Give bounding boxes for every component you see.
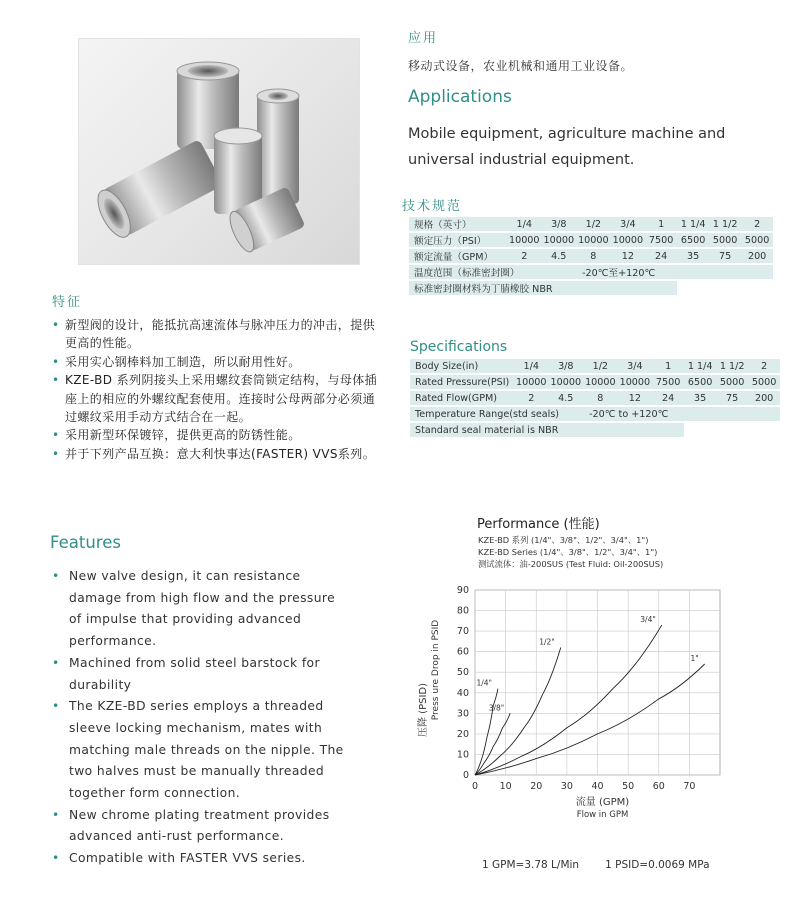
spec-zh-temp-row	[409, 265, 773, 279]
x-axis-label-en: Flow in GPM	[576, 810, 629, 820]
feature-en-item	[52, 848, 352, 870]
bullet-icon: •	[52, 655, 60, 670]
feature-en-item-text: New chrome plating treatment provides advanced anti-rust performance.	[69, 807, 330, 844]
performance-line2: KZE-BD Series (1/4"、3/8"、1/2"、3/4"、1")	[478, 547, 658, 557]
spec-en-cell: 1	[652, 359, 684, 373]
spec-en-cell: 3/4	[618, 359, 653, 373]
spec-zh-cell: 7500	[645, 233, 677, 247]
feature-en-item-text: The KZE-BD series employs a threaded sleeve locking mechanism, mates with matching male threads on the nipple. The two halves must be manually threaded together form connection.	[69, 699, 344, 801]
feature-en-item-text: New valve design, it can resistance damage from high flow and the pressure of impulse that providing advanced performance.	[69, 569, 336, 649]
spec-zh-cell: 1/4	[507, 217, 542, 231]
x-axis-label-zh: 流量 (GPM)	[575, 797, 630, 808]
feature-en-item-text: Machined from solid steel barstock for durability	[69, 655, 320, 692]
conversion-gpm: 1 GPM=3.78 L/Min	[482, 859, 580, 871]
spec-en-cell: 12	[618, 391, 653, 405]
applications-text-zh: 移动式设备，农业机械和通用工业设备。	[408, 59, 634, 73]
feature-zh-item-text: 新型阀的设计，能抵抗高速流体与脉冲压力的冲击，提供更高的性能。	[65, 318, 376, 351]
spec-zh-row-label: 规格（英寸）	[409, 217, 507, 231]
spec-zh-cell: 3/4	[611, 217, 646, 231]
features-zh-title: 特征	[52, 295, 83, 310]
spec-en-cell: 1/2	[583, 359, 618, 373]
spec-en-cell: 75	[716, 391, 748, 405]
spec-en-row	[410, 391, 780, 405]
spec-en-cell: 10000	[585, 376, 616, 388]
bullet-icon: •	[52, 569, 60, 583]
feature-zh-item-text: 并于下列产品互换：意大利快事达(FASTER) VVS系列。	[65, 446, 376, 461]
spec-en-cell: 24	[652, 391, 684, 405]
series-line	[475, 625, 662, 775]
spec-zh-cell: 1	[645, 217, 677, 231]
spec-zh-row-label: 额定流量（GPM）	[409, 249, 507, 263]
x-tick-label: 50	[622, 781, 635, 792]
spec-en-cell: 3/8	[549, 359, 584, 373]
spec-zh-cell: 35	[677, 249, 709, 263]
performance-line1: KZE-BD 系列 (1/4"、3/8"、1/2"、3/4"、1")	[478, 535, 649, 545]
x-tick-label: 30	[560, 781, 573, 792]
spec-en-row-label: Rated Flow(GPM)	[410, 391, 514, 405]
spec-en-cell: 6500	[684, 375, 716, 389]
spec-zh-row	[409, 249, 773, 263]
conversion-footer	[482, 859, 710, 871]
spec-en-cell: 5000	[748, 375, 780, 389]
spec-en-row	[410, 359, 780, 373]
feature-zh-item-text: 采用实心钢棒料加工制造，所以耐用性好。	[65, 354, 301, 369]
spec-en-cell: 1 1/2	[716, 359, 748, 373]
y-axis-label-en: Press ure Drop in PSID	[431, 619, 441, 721]
spec-en-cell: 10000	[516, 376, 547, 388]
spec-en-seal-row	[410, 423, 780, 437]
feature-zh-item	[52, 426, 382, 444]
x-tick-label: 70	[683, 781, 696, 792]
applications-title-en: Applications	[408, 87, 512, 107]
performance-chart	[400, 575, 760, 840]
x-tick-label: 40	[591, 781, 604, 792]
spec-zh-cell: 75	[709, 249, 741, 263]
spec-en-cell: 1 1/4	[684, 359, 716, 373]
product-photo	[78, 38, 360, 265]
spec-en-cell: 5000	[716, 375, 748, 389]
y-tick-label: 50	[456, 667, 469, 679]
feature-en-item	[52, 653, 352, 696]
spec-en-cell: 10000	[550, 376, 582, 388]
bullet-icon: •	[52, 318, 60, 332]
feature-zh-item-text: 采用新型环保镀锌，提供更高的防锈性能。	[65, 428, 301, 443]
series-label: 1/2"	[539, 637, 555, 647]
x-tick-label: 60	[652, 781, 665, 792]
spec-zh-cell: 1/2	[576, 217, 611, 231]
feature-zh-item-text: KZE-BD 系列阴接头上采用螺纹套筒锁定结构，与母体插座上的相应的外螺纹配套使用。连接时公母两部分必须通过螺纹采用手动方式结合在一起。	[65, 373, 378, 425]
series-label: 1/4"	[476, 678, 492, 688]
y-tick-label: 60	[456, 646, 469, 658]
spec-zh-cell: 5000	[741, 233, 773, 247]
spec-zh-cell: 2	[507, 249, 542, 263]
spec-en-row-label: Body Size(in)	[410, 359, 514, 373]
x-tick-label: 20	[530, 781, 543, 792]
spec-en-cell: 10000	[619, 376, 651, 388]
series-label: 1"	[690, 654, 699, 663]
spec-zh-cell: 3/8	[542, 217, 577, 231]
spec-zh-row-label: 额定压力（PSI）	[409, 233, 507, 247]
features-zh-list	[52, 316, 382, 463]
spec-en-row-label: Rated Pressure(PSI)	[410, 375, 514, 389]
spec-zh-cell: 10000	[578, 234, 609, 246]
spec-en-cell: 1/4	[514, 359, 549, 373]
y-tick-label: 40	[456, 687, 469, 699]
y-tick-label: 80	[456, 605, 469, 617]
series-label: 3/8"	[488, 703, 505, 713]
features-en-list	[52, 566, 352, 870]
spec-en-cell: 2	[748, 359, 780, 373]
spec-zh-cell: 12	[611, 249, 646, 263]
spec-zh-cell: 8	[576, 249, 611, 263]
y-tick-label: 10	[456, 749, 469, 761]
spec-zh-cell: 10000	[612, 234, 644, 246]
bullet-icon: •	[52, 446, 60, 461]
spec-zh-row	[409, 233, 773, 247]
specs-zh-title: 技术规范	[402, 199, 463, 214]
bullet-icon: •	[52, 373, 60, 388]
spec-zh-cell: 4.5	[542, 249, 577, 263]
feature-en-item	[52, 566, 352, 653]
specs-en-title: Specifications	[410, 339, 508, 355]
features-en-title: Features	[50, 533, 121, 552]
spec-en-seal-text: Standard seal material is NBR	[410, 423, 684, 437]
feature-zh-item	[52, 316, 382, 353]
spec-zh-seal-text: 标准密封圈材料为丁腈橡胶 NBR	[409, 281, 677, 295]
x-tick-label: 10	[499, 781, 512, 792]
feature-en-item	[52, 805, 352, 848]
y-tick-label: 0	[462, 770, 469, 781]
spec-en-cell: 8	[583, 391, 618, 405]
spec-zh-cell: 10000	[543, 234, 575, 246]
spec-zh-cell: 200	[741, 249, 773, 263]
spec-en-cell: 4.5	[549, 391, 584, 405]
spec-en-row	[410, 375, 780, 389]
feature-zh-item	[52, 353, 382, 371]
x-tick-label: 0	[471, 781, 479, 792]
performance-title: Performance (性能)	[477, 517, 600, 532]
feature-zh-item	[52, 371, 382, 426]
spec-zh-row	[409, 217, 773, 231]
spec-zh-cell: 2	[741, 217, 773, 231]
y-tick-label: 70	[456, 626, 469, 638]
specs-en-table	[410, 357, 780, 439]
spec-zh-temp-value: -20℃至+120℃	[576, 265, 773, 279]
spec-en-temp-value: -20℃ to +120℃	[583, 407, 780, 421]
spec-zh-temp-label: 温度范围（标准密封圈）	[409, 265, 576, 279]
spec-en-cell: 7500	[652, 375, 684, 389]
spec-zh-cell: 24	[645, 249, 677, 263]
bullet-icon: •	[52, 354, 60, 369]
performance-line3: 测试流体：油-200SUS (Test Fluid: Oil-200SUS)	[478, 559, 664, 569]
feature-en-item	[52, 696, 352, 805]
spec-en-temp-label: Temperature Range(std seals)	[410, 407, 583, 421]
spec-en-cell: 35	[684, 391, 716, 405]
bullet-icon: •	[52, 428, 60, 443]
spec-zh-seal-row	[409, 281, 773, 295]
features-zh	[52, 291, 382, 463]
series-line	[475, 713, 510, 775]
spec-zh-cell: 5000	[709, 233, 741, 247]
feature-zh-item	[52, 445, 382, 463]
feature-en-item-text: Compatible with FASTER VVS series.	[69, 851, 306, 866]
spec-en-cell: 200	[748, 391, 780, 405]
conversion-psid: 1 PSID=0.0069 MPa	[605, 859, 710, 871]
spec-en-cell: 2	[514, 391, 549, 405]
spec-zh-cell: 6500	[677, 233, 709, 247]
y-axis-label-zh: 压降 (PSID)	[418, 682, 429, 738]
spec-en-temp-row	[410, 407, 780, 421]
series-label: 3/4"	[640, 614, 656, 624]
y-tick-label: 90	[456, 585, 469, 596]
spec-zh-cell: 10000	[509, 234, 540, 246]
spec-zh-cell: 1 1/4	[677, 217, 709, 231]
bullet-icon: •	[52, 699, 60, 714]
bullet-icon: •	[52, 851, 60, 866]
y-tick-label: 30	[456, 708, 469, 720]
features-en	[52, 566, 352, 870]
bullet-icon: •	[52, 807, 60, 822]
series-line	[475, 664, 705, 775]
y-tick-label: 20	[456, 728, 469, 740]
series-line	[475, 689, 498, 775]
applications-text-en: Mobile equipment, agriculture machine and universal industrial equipment.	[408, 126, 726, 168]
applications-title-zh: 应用	[408, 31, 439, 46]
specs-zh-table	[409, 215, 773, 297]
spec-zh-cell: 1 1/2	[709, 217, 741, 231]
